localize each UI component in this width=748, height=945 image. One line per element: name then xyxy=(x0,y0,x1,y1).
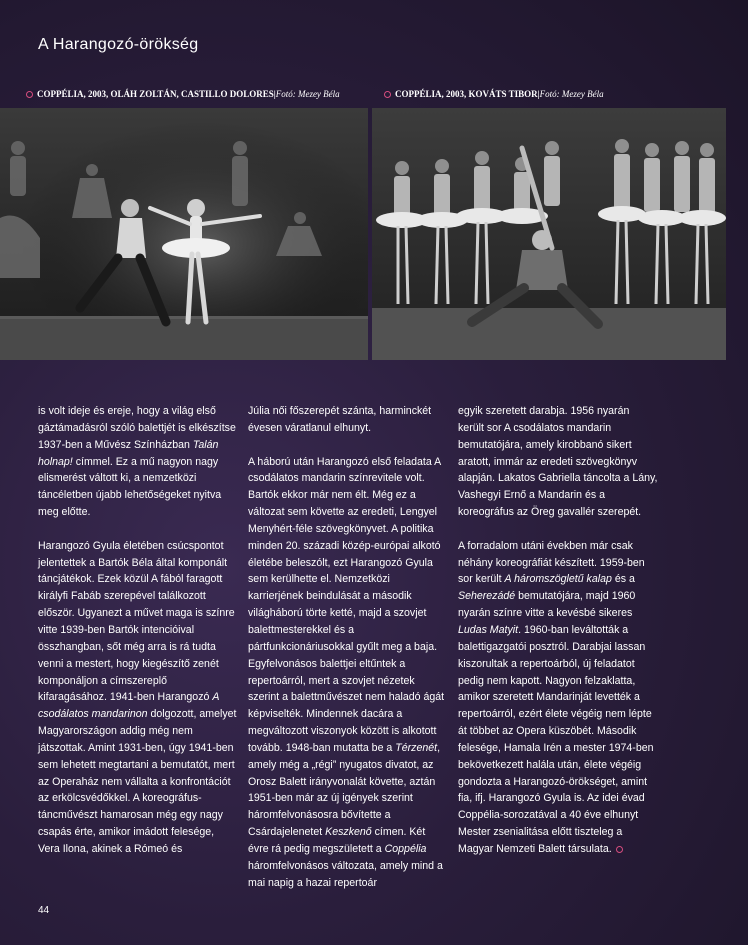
paragraph xyxy=(38,538,238,858)
end-circle-icon xyxy=(616,846,623,853)
title-italic: Talán holnap! xyxy=(38,438,219,468)
photo-credit: Fotó: Mezey Béla xyxy=(539,89,604,99)
ballet-photo-ensemble xyxy=(372,108,726,360)
caption-separator: | xyxy=(537,89,540,99)
text-run: és a xyxy=(611,573,635,586)
title-italic: Ludas Matyit xyxy=(458,623,519,636)
paragraph xyxy=(38,403,238,521)
article-column-1 xyxy=(38,403,238,875)
ballet-duet-image xyxy=(0,108,368,360)
title-italic: Seherezádé xyxy=(458,590,516,603)
text-run: Júlia női főszerepét szánta, harminckét évesen váratlanul elhunyt. xyxy=(248,405,432,434)
text-run: egyik szeretett darabja. 1956 nyarán került sor A csodálatos mandarin bemutatójára, amely kirobbanó sikert aratott, immár az eredeti szövegkönyv alapján. Lakatos Gabriella táncolta a Lány, Vashegyi Ernő a Mandarin és a koreográfus az Öreg gavallér szerepét. xyxy=(458,405,658,519)
photo-caption-left xyxy=(26,89,340,99)
article-column-2 xyxy=(248,403,448,908)
circle-bullet-icon xyxy=(26,91,33,98)
article-column-3 xyxy=(458,403,658,875)
ballet-photo-duet xyxy=(0,108,368,360)
page-number: 44 xyxy=(38,905,50,916)
text-run: , amely még a „régi” nyugatos divatot, az Orosz Balett irányvonalát követte, aztán 1951-ben már az új igények szerint háromfelvonásosra bővítette a Csárdajelenetet xyxy=(248,741,441,839)
title-italic: A csodálatos mandarinon xyxy=(38,691,220,721)
text-run: is volt ideje és ereje, hogy a világ első gáztámadásról szóló balettjét is elkészítse 1937-ben a Művész Színházban xyxy=(38,405,236,451)
title-italic: A háromszögletű kalap xyxy=(504,573,612,586)
caption-text: COPPÉLIA, 2003, OLÁH ZOLTÁN, CASTILLO DOLORES xyxy=(37,89,274,99)
text-run: A forradalom utáni években már csak néhány koreográfiát készített. 1959-ben sor került xyxy=(458,539,645,586)
text-run: Harangozó Gyula életében csúcspontot jelentettek a Bartók Béla által komponált táncjátékok. Ezek közül A fából faragott királyfi Fabáb szerepével találkozott először. Ugyanezt a művet maga is színre vitte 1939-ben Bartók intencióival összhangban, sőt még arra is rá tudta venni a mestert, hogy kiegészítő zenét komponáljon a címszereplő kifaragásához. 1941-ben Harangozó xyxy=(38,539,235,704)
text-run: bemutatójára, majd 1960 nyarán színre vitte a kevésbé sikeres xyxy=(458,590,636,620)
text-run: háromfelvonásos változata, amely mind a mai napig a hazai repertoár xyxy=(248,859,443,889)
paragraph xyxy=(458,403,658,521)
text-run: A háború után Harangozó első feladata A csodálatos mandarin színrevitele volt. Bartók ekkor már nem élt. Még ez a változat sem követte az eredeti, Lengyel Menyhért-féle szövegkönyvet. A politika minden 20. századi közép-európai alkotó életébe beleszólt, ezt Harangozó Gyula sem kerülhette el. Nemzetközi karrierjének beindulását a második világháború törte ketté, majd a szovjet balettmesterekkel és a pártfunkcionáriusokkal gyűlt meg a baja. Egyfelvonásos balettjei eltűntek a repertoárról, mert a szovjet nézetek szerint a balettművészet nem haladó ágát képviselték. Mindennek dacára a megváltozott viszonyok között is alkotott tovább. 1948-ban mutatta be a xyxy=(248,455,445,754)
paragraph xyxy=(248,403,448,437)
text-run: címmel. Ez a mű nagyon nagy elismerést váltott ki, a nemzetközi táncéletben újabb lehetőségeket nyitva meg előtte. xyxy=(38,455,222,519)
text-run: dolgozott, amelyet Magyarországon addig még nem játszottak. Amint 1931-ben, úgy 1941-ben sem lehetett megtartani a bemutatót, mert az Operaház nem vállalta a konfrontációt az erkölcsvédőkkel. A koreográfus-táncművészt hamarosan még egy nagy csapás érte, amikor imádott felesége, Vera Ilona, akinek a Rómeó és xyxy=(38,708,237,855)
title-italic: Térzenét xyxy=(395,741,438,754)
ballet-ensemble-image xyxy=(372,108,726,360)
caption-separator: | xyxy=(273,89,276,99)
title-italic: Keszkenő xyxy=(325,826,372,839)
photo-caption-right xyxy=(384,89,604,99)
paragraph xyxy=(248,454,448,892)
text-run: . 1960-ban leváltották a balettigazgatói posztról. Darabjai lassan kiszorultak a repertoárból, új feladatot pedig nem kapott. Nagyon felzaklatta, amikor szeretett Mandarinját levették a repertoárról, ezért élete végéig nem lépte át többet az Opera küszöbét. Második felesége, Hamala Irén a mester 1974-ben bekövetkezett halála után, élete végéig gondozta a Harangozó-örökséget, amint fia, ifj. Harangozó Gyula is. Az idei évad Coppélia-sorozatával a 40 éve elhunyt Mester zsenialitása előtt tiszteleg a Magyar Nemzeti Balett társulata. xyxy=(458,623,654,855)
title-italic: Coppélia xyxy=(384,842,427,855)
page-title: A Harangozó-örökség xyxy=(38,36,199,53)
text-run: címen. Két évre rá pedig megszületett a xyxy=(248,826,426,855)
photo-credit: Fotó: Mezey Béla xyxy=(275,89,340,99)
circle-bullet-icon xyxy=(384,91,391,98)
paragraph xyxy=(458,538,658,858)
caption-text: COPPÉLIA, 2003, KOVÁTS TIBOR xyxy=(395,89,538,99)
